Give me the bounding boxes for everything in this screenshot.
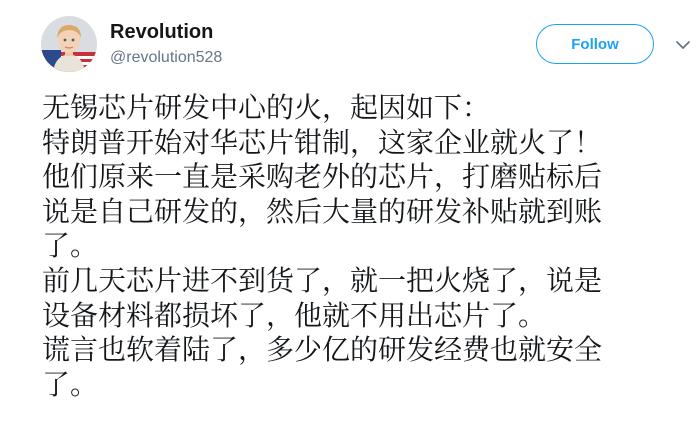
tweet-line-1: 无锡芯片研发中心的火，起因如下： xyxy=(42,91,491,124)
display-name[interactable]: Revolution xyxy=(110,21,214,43)
tweet-line-7: 设备材料都损坏了，他就不用出芯片了。 xyxy=(42,298,547,332)
tweet-text xyxy=(42,91,692,402)
user-handle[interactable]: @revolution528 xyxy=(110,49,223,66)
tweet-line-6: 前几天芯片进不到货了，就一把火烧了，说是 xyxy=(42,263,603,297)
tweet-line-2: 特朗普开始对华芯片钳制，这家企业就火了！ xyxy=(42,125,603,159)
profile-photo-icon xyxy=(41,16,97,72)
tweet-line-4: 说是自己研发的，然后大量的研发补贴就到账 xyxy=(42,194,603,228)
tweet-line-8: 谎言也软着陆了，多少亿的研发经费也就安全 xyxy=(42,333,603,367)
avatar[interactable] xyxy=(41,16,97,72)
tweet-line-3: 他们原来一直是采购老外的芯片，打磨贴标后 xyxy=(42,160,603,194)
follow-button[interactable]: Follow xyxy=(536,24,654,64)
chevron-down-icon[interactable] xyxy=(674,36,692,54)
tweet-line-5: 了。 xyxy=(42,229,99,263)
tweet-line-9: 了。 xyxy=(42,367,99,401)
